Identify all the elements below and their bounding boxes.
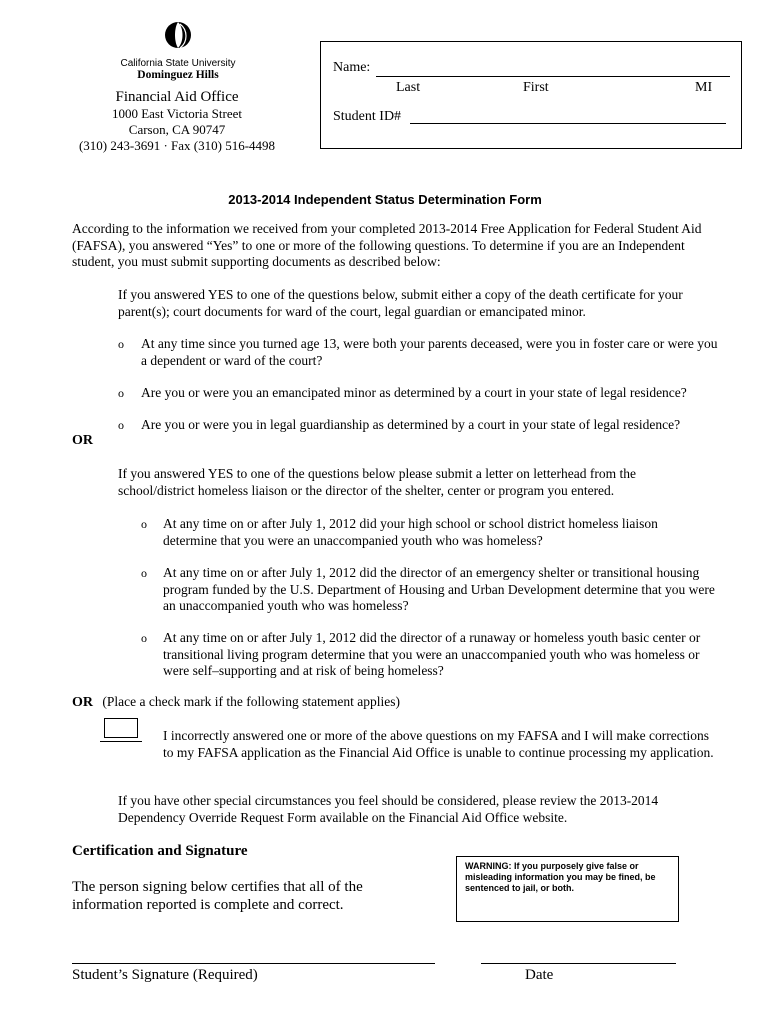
university-logo [118,18,238,81]
section2-question-3: At any time on or after July 1, 2012 did the director of a runaway or homeless youth basic center or transitional living program determine that you were an unaccompanied youth who was homeless or were self–supporting and at risk of being homeless? [163,630,701,678]
student-id-field[interactable] [410,123,726,124]
bullet-marker: o [141,517,147,531]
or-label-2: OR [72,695,93,710]
correction-checkbox[interactable] [104,718,138,738]
warning-box: WARNING: If you purposely give false or misleading information you may be fined, be sentenced to jail, or both. [456,856,679,922]
student-id-label: Student ID# [333,109,402,124]
logo-text-line2: Dominguez Hills [137,69,219,81]
bullet-marker: o [118,418,124,432]
section1-question-1: At any time since you turned age 13, were both your parents deceased, were you in foster care or were you a dependent or ward of the court? [141,336,718,368]
correction-statement: I incorrectly answered one or more of the above questions on my FAFSA and I will make corrections to my FAFSA application as the Financial Aid Office is unable to continue processing my application. [163,728,714,760]
signature-field[interactable] [72,963,435,964]
or-note-line [72,694,400,711]
or-label-1: OR [72,433,93,448]
phone-fax: (310) 243-3691 · Fax (310) 516-4498 [78,138,276,153]
section2-question-1: At any time on or after July 1, 2012 did your high school or school district homeless liaison determine that you were an unaccompanied youth who was homeless? [163,516,658,548]
date-field[interactable] [481,963,676,964]
name-label: Name: [333,60,371,75]
student-info-box [320,41,742,149]
first-label: First [523,80,549,95]
checkbox-underline [100,741,142,742]
bullet-marker: o [141,566,147,580]
mi-label: MI [695,80,713,95]
last-label: Last [396,80,421,95]
certification-heading: Certification and Signature [72,843,248,859]
form-title: 2013-2014 Independent Status Determination Form [228,192,542,207]
check-note: (Place a check mark if the following statement applies) [102,694,401,709]
signature-label: Student’s Signature (Required) [72,967,258,983]
bullet-marker: o [118,337,124,351]
bullet-marker: o [141,631,147,645]
address-line1: 1000 East Victoria Street [111,106,243,121]
name-field[interactable] [376,76,730,77]
section1-question-2: Are you or were you an emancipated minor as determined by a court in your state of legal residence? [141,385,687,400]
bullet-marker: o [118,386,124,400]
date-label: Date [525,967,554,983]
address-line2: Carson, CA 90747 [128,122,226,137]
office-address-block [62,88,292,154]
section1-instruction: If you answered YES to one of the questions below, submit either a copy of the death certificate for your parent(s); court documents for ward of the court, legal guardian or emancipated minor. [118,287,683,319]
certification-statement: The person signing below certifies that all of the information reported is complete and correct. [72,879,363,913]
section1-question-3: Are you or were you in legal guardianship as determined by a court in your state of legal residence? [141,417,681,432]
office-title: Financial Aid Office [115,89,239,105]
section2-question-2: At any time on or after July 1, 2012 did the director of an emergency shelter or transitional housing program funded by the U.S. Department of Housing and Urban Development determine that you were an unaccompanied youth who was homeless? [163,565,715,613]
logo-text-line1: California State University [120,58,236,69]
section2-instruction: If you answered YES to one of the questions below please submit a letter on letterhead from the school/district homeless liaison or the director of the shelter, center or program you entered. [118,466,636,498]
university-seal-icon [164,18,192,54]
special-circumstances: If you have other special circumstances you feel should be considered, please review the 2013-2014 Dependency Override Request Form available on the Financial Aid Office website. [118,793,659,825]
intro-paragraph: According to the information we received from your completed 2013-2014 Free Application for Federal Student Aid (FAFSA), you answered “Yes” to one or more of the following questions. To determine if you are an Independent student, you must submit supporting documents as described below: [72,221,702,269]
